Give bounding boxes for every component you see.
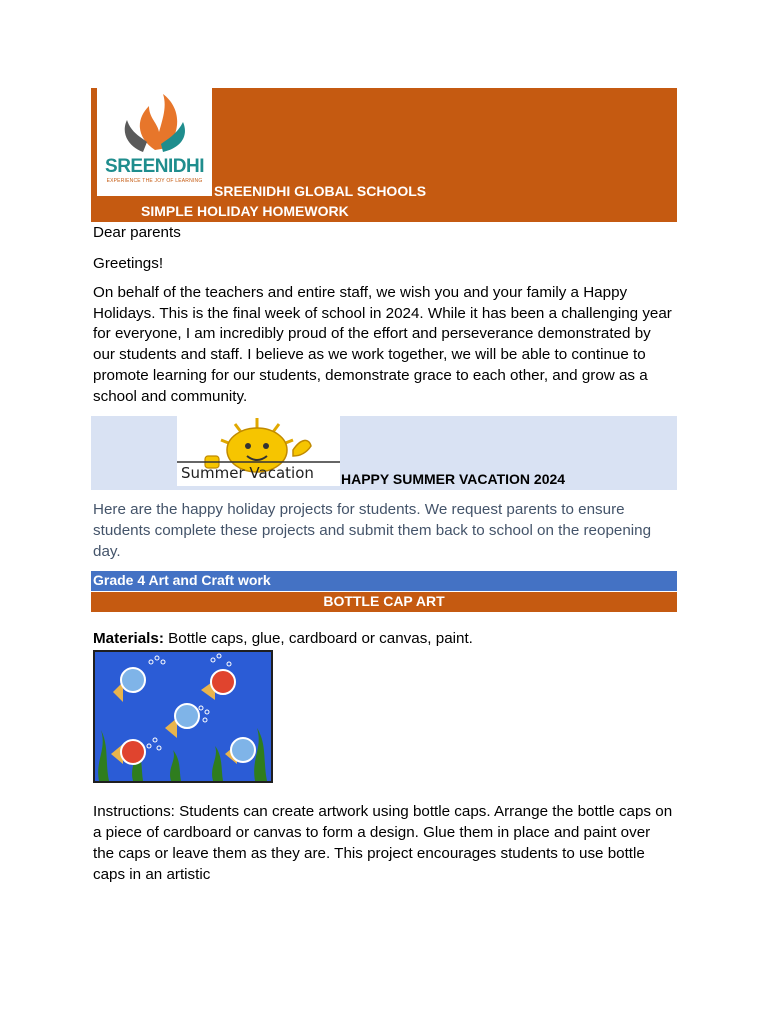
flame-logo-icon — [97, 88, 212, 158]
letter-body: On behalf of the teachers and entire staff, we wish you and your family a Happy Holidays. This is the final week of school in 2024. While it has been a challenging year for everyone, I am incredibly proud of the effort and perseverance demonstrated by our students and staff. I believe as we work together, we will be able to continue to promote learning for our students, demonstrate grace to each other, and grow as a school and community. — [93, 284, 672, 405]
logo-tagline: EXPERIENCE THE JOY OF LEARNING — [106, 178, 203, 184]
bottle-cap-art-photo — [93, 650, 273, 783]
summer-vacation-caption: Summer Vacation — [181, 464, 314, 482]
school-name: SREENIDHI GLOBAL SCHOOLS — [214, 183, 427, 199]
grade-label: Grade 4 Art and Craft work — [93, 572, 271, 588]
greeting: Greetings! — [93, 255, 164, 272]
summer-vacation-image — [177, 416, 340, 486]
grade-bar — [91, 571, 677, 591]
homework-title: SIMPLE HOLIDAY HOMEWORK — [141, 203, 349, 219]
logo-wordmark: SREENIDHI — [105, 156, 204, 177]
school-logo — [97, 88, 212, 196]
materials-line — [93, 630, 473, 647]
projects-intro: Here are the happy holiday projects for students. We request parents to ensure students complete these projects and submit them back to school on the reopening day. — [93, 501, 652, 560]
materials-label: Materials: — [93, 630, 164, 647]
project-title: BOTTLE CAP ART — [323, 593, 445, 609]
vacation-title: HAPPY SUMMER VACATION 2024 — [341, 471, 566, 487]
instructions: Instructions: Students can create artwork using bottle caps. Arrange the bottle caps on a piece of cardboard or canvas to form a design. Glue them in place and paint over the caps or leave them as they are. This project encourages students to use bottle caps in an artistic — [93, 803, 673, 883]
salutation: Dear parents — [93, 224, 181, 241]
project-title-bar — [91, 592, 677, 612]
materials-text: Bottle caps, glue, cardboard or canvas, paint. — [163, 630, 473, 647]
